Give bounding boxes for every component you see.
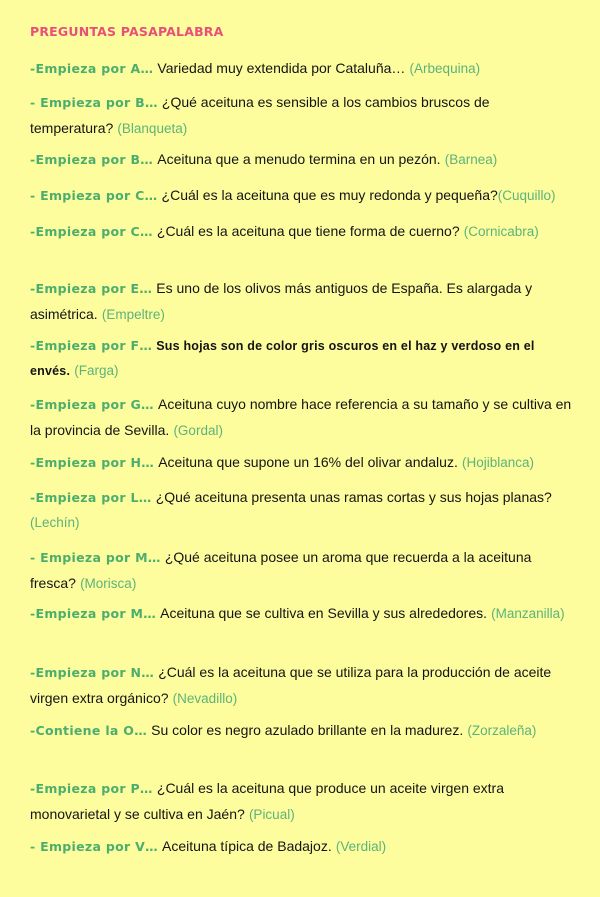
- question-item: [30, 601, 575, 627]
- question-answer: (Cuquillo): [497, 188, 556, 203]
- question-item: [30, 183, 575, 209]
- question-text: Su color es negro azulado brillante en la madurez.: [151, 722, 464, 738]
- question-text: Sus hojas son de color gris oscuros en el haz y verdoso en el envés.: [30, 339, 535, 378]
- question-answer: (Gordal): [173, 423, 223, 438]
- question-text: ¿Cuál es la aceituna que produce un aceite virgen extra monovarietal y se cultiva en Jaén?: [30, 780, 504, 822]
- question-item: [30, 56, 575, 82]
- question-item: [30, 485, 575, 536]
- question-prefix: -Empieza por L…: [30, 490, 152, 505]
- question-prefix: -Empieza por G…: [30, 397, 154, 412]
- question-text: ¿Qué aceituna posee un aroma que recuerda a la aceituna fresca?: [30, 549, 532, 591]
- question-prefix: -Empieza por N…: [30, 665, 155, 680]
- question-prefix: -Empieza por H…: [30, 455, 155, 470]
- question-item: [30, 392, 575, 444]
- question-answer: (Picual): [248, 807, 295, 822]
- question-prefix: -Contiene la O…: [30, 723, 148, 738]
- page-title: PREGUNTAS PASAPALABRA: [30, 24, 224, 39]
- question-text: Aceituna que supone un 16% del olivar andaluz.: [158, 454, 458, 470]
- question-text: Aceituna que se cultiva en Sevilla y sus alrededores.: [160, 605, 488, 621]
- question-answer: (Empeltre): [101, 307, 165, 322]
- question-text: ¿Cuál es la aceituna que tiene forma de cuerno?: [156, 223, 460, 239]
- question-answer: (Arbequina): [409, 61, 481, 76]
- question-item: [30, 450, 575, 476]
- question-text: ¿Qué aceituna presenta unas ramas cortas y sus hojas planas?: [155, 489, 552, 505]
- question-text: Aceituna típica de Badajoz.: [162, 838, 332, 854]
- question-text: ¿Cuál es la aceituna que es muy redonda y pequeña?: [161, 187, 498, 203]
- question-prefix: -Empieza por P…: [30, 781, 153, 796]
- question-text: ¿Qué aceituna es sensible a los cambios bruscos de temperatura?: [30, 94, 490, 136]
- question-prefix: -Empieza por A…: [30, 61, 154, 76]
- question-item: [30, 90, 575, 142]
- question-item: [30, 276, 575, 328]
- question-answer: (Cornicabra): [463, 224, 539, 239]
- question-item: [30, 334, 575, 384]
- question-item: [30, 834, 575, 860]
- question-item: [30, 660, 575, 712]
- question-answer: (Blanqueta): [117, 121, 188, 136]
- question-answer: (Lechín): [30, 515, 80, 530]
- question-item: [30, 147, 575, 173]
- question-text: Aceituna cuyo nombre hace referencia a su tamaño y se cultiva en la provincia de Sevilla.: [30, 396, 572, 438]
- question-answer: (Morisca): [80, 576, 137, 591]
- question-text: ¿Cuál es la aceituna que se utiliza para la producción de aceite virgen extra orgánico?: [30, 664, 552, 706]
- question-prefix: - Empieza por M…: [30, 550, 161, 565]
- question-prefix: -Empieza por B…: [30, 152, 154, 167]
- question-prefix: -Empieza por F…: [30, 338, 153, 353]
- question-item: [30, 718, 575, 744]
- question-answer: (Hojiblanca): [462, 455, 535, 470]
- question-answer: (Manzanilla): [491, 606, 565, 621]
- question-item: [30, 776, 575, 828]
- question-text: Aceituna que a menudo termina en un pezón.: [157, 151, 441, 167]
- question-item: [30, 545, 575, 597]
- question-answer: (Nevadillo): [172, 691, 238, 706]
- question-prefix: - Empieza por V…: [30, 839, 158, 854]
- question-item: [30, 219, 575, 245]
- question-prefix: -Empieza por C…: [30, 224, 153, 239]
- question-prefix: - Empieza por C…: [30, 188, 158, 203]
- question-answer: (Barnea): [444, 152, 498, 167]
- question-prefix: - Empieza por B…: [30, 95, 158, 110]
- question-prefix: -Empieza por M…: [30, 606, 157, 621]
- question-prefix: -Empieza por E…: [30, 281, 153, 296]
- question-answer: (Zorzaleña): [467, 723, 537, 738]
- question-answer: (Farga): [74, 363, 119, 378]
- question-text: Variedad muy extendida por Cataluña…: [157, 60, 406, 76]
- question-text: Es uno de los olivos más antiguos de España. Es alargada y asimétrica.: [30, 280, 533, 322]
- question-answer: (Verdial): [335, 839, 387, 854]
